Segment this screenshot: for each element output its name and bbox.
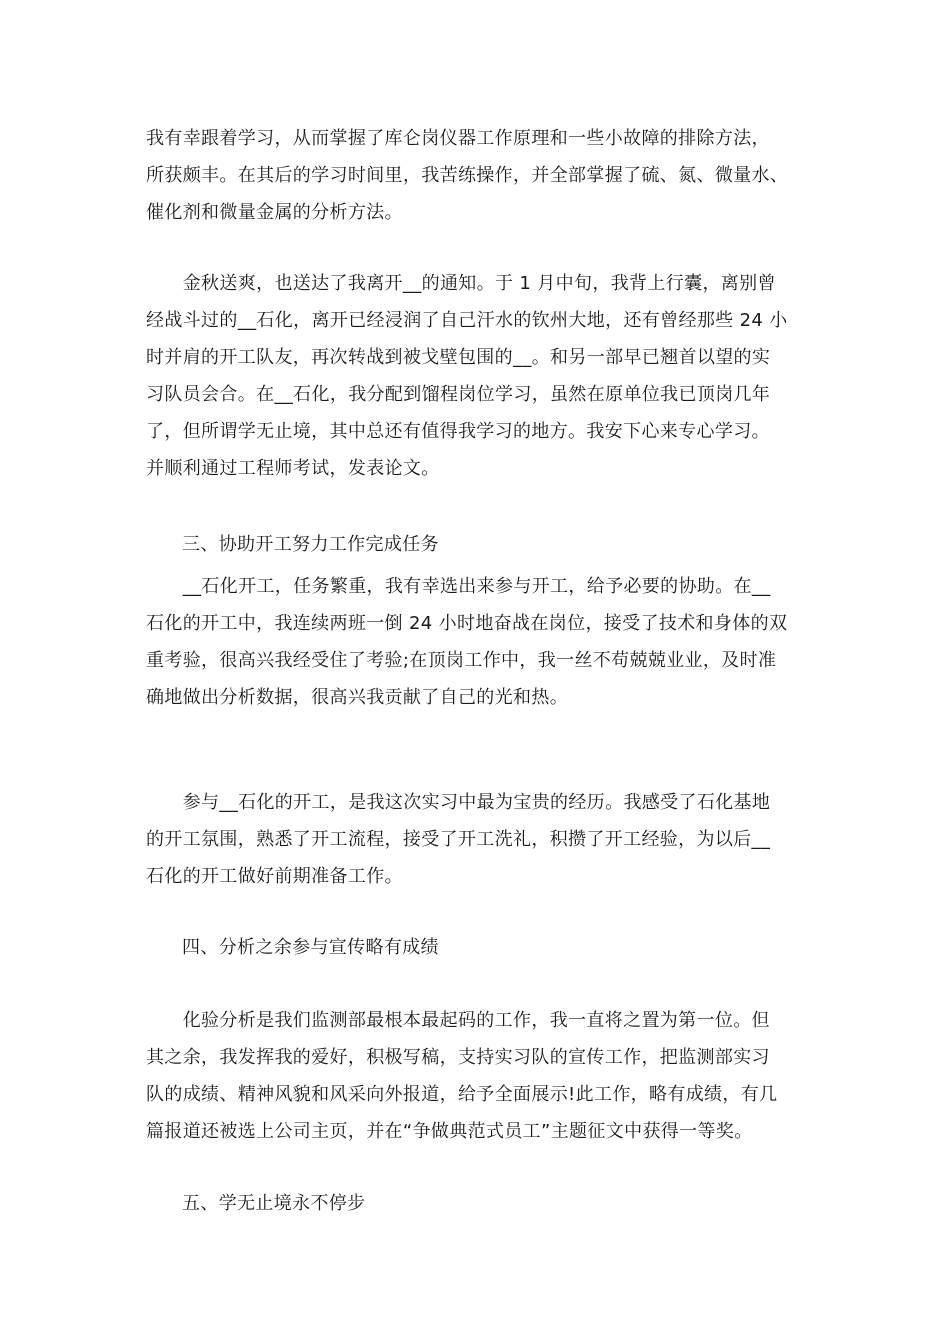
text-line: 的开工氛围，熟悉了开工流程，接受了开工洗礼，积攒了开工经验，为以后__ [146, 829, 771, 850]
paragraph-p4 [146, 784, 810, 895]
paragraph-p5 [146, 1002, 810, 1150]
text-line: 并顺利通过工程师考试，发表论文。 [146, 458, 440, 479]
text-line: 时并肩的开工队友，再次转战到被戈壁包围的__。和另一部早已翘首以望的实 [146, 347, 771, 368]
text-line: 石化的开工中，我连续两班一倒 24 小时地奋战在岗位，接受了技术和身体的双 [146, 613, 788, 634]
paragraph-p2 [146, 265, 810, 487]
text-line: 队的成绩、精神风貌和风采向外报道，给予全面展示!此工作，略有成绩，有几 [146, 1084, 778, 1105]
section-heading-3 [146, 526, 810, 563]
text-line: 其之余，我发挥我的爱好，积极写稿，支持实习队的宣传工作，把监测部实习 [146, 1047, 770, 1068]
text-line: 金秋送爽，也送达了我离开__的通知。于 1 月中旬，我背上行囊，离别曾 [146, 273, 776, 294]
text-line: 化验分析是我们监测部最根本最起码的工作，我一直将之置为第一位。但 [146, 1010, 770, 1031]
heading-text: 四、分析之余参与宣传略有成绩 [182, 937, 439, 958]
paragraph-p3 [146, 568, 810, 716]
heading-text: 三、协助开工努力工作完成任务 [182, 534, 439, 555]
text-line: 篇报道还被选上公司主页，并在“争做典范式员工”主题征文中获得一等奖。 [146, 1121, 753, 1142]
text-line: 催化剂和微量金属的分析方法。 [146, 202, 403, 223]
text-line: 所获颇丰。在其后的学习时间里，我苦练操作，并全部掌握了硫、氮、微量水、 [146, 165, 789, 186]
section-heading-5 [146, 1185, 810, 1222]
text-line: 确地做出分析数据，很高兴我贡献了自己的光和热。 [146, 687, 569, 708]
text-line: 了，但所谓学无止境，其中总还有值得我学习的地方。我安下心来专心学习。 [146, 421, 770, 442]
text-line: 我有幸跟着学习，从而掌握了库仑岗仪器工作原理和一些小故障的排除方法， [146, 128, 770, 149]
paragraph-p1 [146, 120, 810, 231]
text-line: 石化的开工做好前期准备工作。 [146, 866, 403, 887]
text-line: __石化开工，任务繁重，我有幸选出来参与开工，给予必要的协助。在__ [146, 576, 771, 597]
text-line: 重考验，很高兴我经受住了考验;在顶岗工作中，我一丝不苟兢兢业业，及时准 [146, 650, 777, 671]
text-line: 经战斗过的__石化，离开已经浸润了自己汗水的钦州大地，还有曾经那些 24 小 [146, 310, 788, 331]
section-heading-4 [146, 929, 810, 966]
text-line: 参与__石化的开工，是我这次实习中最为宝贵的经历。我感受了石化基地 [146, 792, 771, 813]
text-line: 习队员会合。在__石化，我分配到馏程岗位学习，虽然在原单位我已顶岗几年 [146, 384, 771, 405]
heading-text: 五、学无止境永不停步 [182, 1193, 366, 1214]
